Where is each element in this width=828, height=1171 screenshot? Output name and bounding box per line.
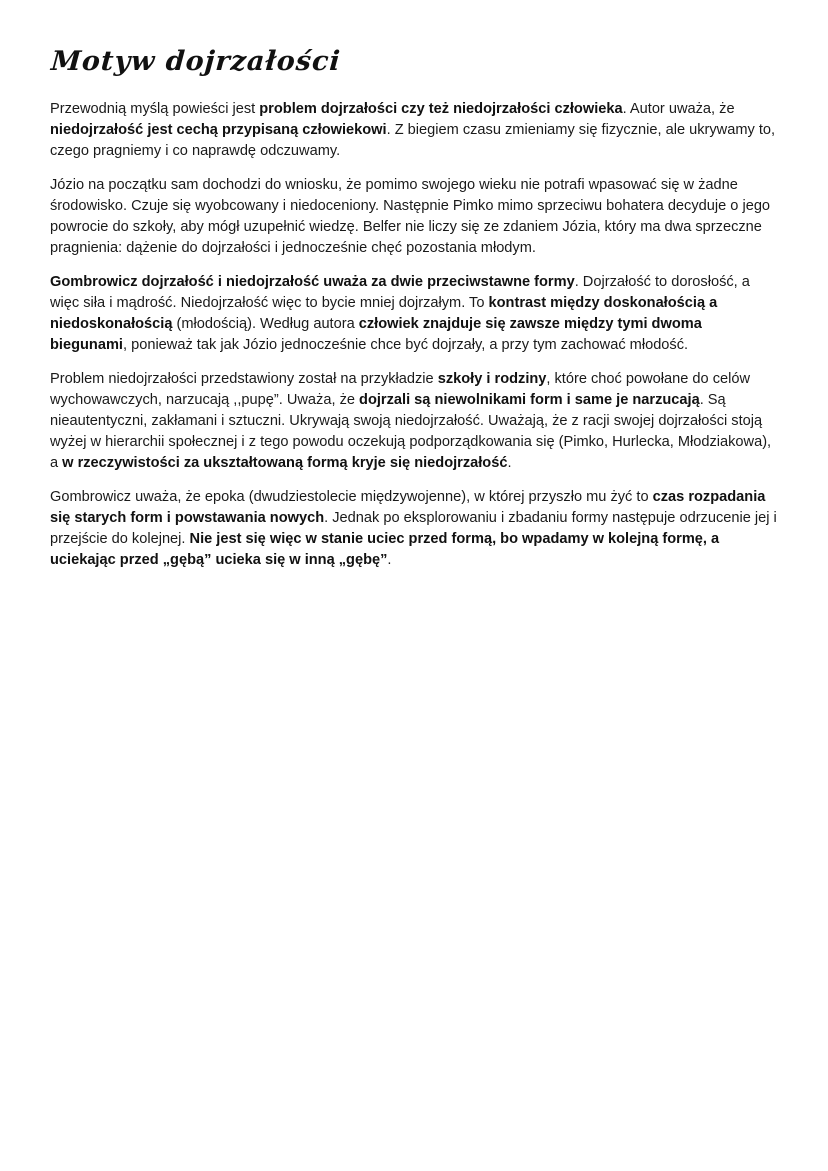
document-body: [50, 99, 780, 571]
paragraph-2: Józio na początku sam dochodzi do wniosku, że pomimo swojego wieku nie potrafi wpasować się w żadne środowisko. Czuje się wyobcowany i niedoceniony. Następnie Pimko mimo sprzeciwu bohatera decyduje o jego powrocie do szkoły, aby mógł uzupełnić wiedzę. Belfer nie liczy się ze zdaniem Józia, który ma dwa sprzeczne pragnienia: dążenie do dojrzałości i jednocześnie chęć pozostania młodym.: [50, 177, 771, 256]
paragraph-4: Problem niedojrzałości przedstawiony został na przykładzie szkoły i rodziny, które choć powołane do celów wychowawczych, narzucają ,,pupę”. Uważa, że dojrzali są niewolnikami form i same je narzucają. Są nieautentyczni, zakłamani i sztuczni. Ukrywają swoją niedojrzałość. Uważają, że z racji swojej dojrzałości stoją wyżej w hierarchii społecznej i z tego powodu oczekują podporządkowania się (Pimko, Hurlecka, Młodziakowa), a w rzeczywistości za ukształtowaną formą kryje się niedojrzałość.: [50, 371, 772, 471]
paragraph-1: Przewodnią myślą powieści jest problem dojrzałości czy też niedojrzałości człowieka. Autor uważa, że niedojrzałość jest cechą przypisaną człowiekowi. Z biegiem czasu zmieniamy się fizycznie, ale ukrywamy to, czego pragniemy i co naprawdę odczuwamy.: [50, 101, 776, 159]
paragraph-5: Gombrowicz uważa, że epoka (dwudziestolecie międzywojenne), w której przyszło mu żyć to czas rozpadania się starych form i powstawania nowych. Jednak po eksplorowaniu i zbadaniu formy następuje odrzucenie jej i przejście do kolejnej. Nie jest się więc w stanie uciec przed formą, bo wpadamy w kolejną formę, a uciekając przed „gębą” ucieka się w inną „gębę”.: [50, 489, 777, 568]
page-title: Motyw dojrzałości: [50, 46, 342, 77]
paragraph-3: Gombrowicz dojrzałość i niedojrzałość uważa za dwie przeciwstawne formy. Dojrzałość to dorosłość, a więc siła i mądrość. Niedojrzałość więc to bycie mniej dojrzałym. To kontrast między doskonałością a niedoskonałością (młodością). Według autora człowiek znajduje się zawsze między tymi dwoma biegunami, ponieważ tak jak Józio jednocześnie chce być dojrzały, a przy tym zachować młodość.: [50, 274, 750, 353]
